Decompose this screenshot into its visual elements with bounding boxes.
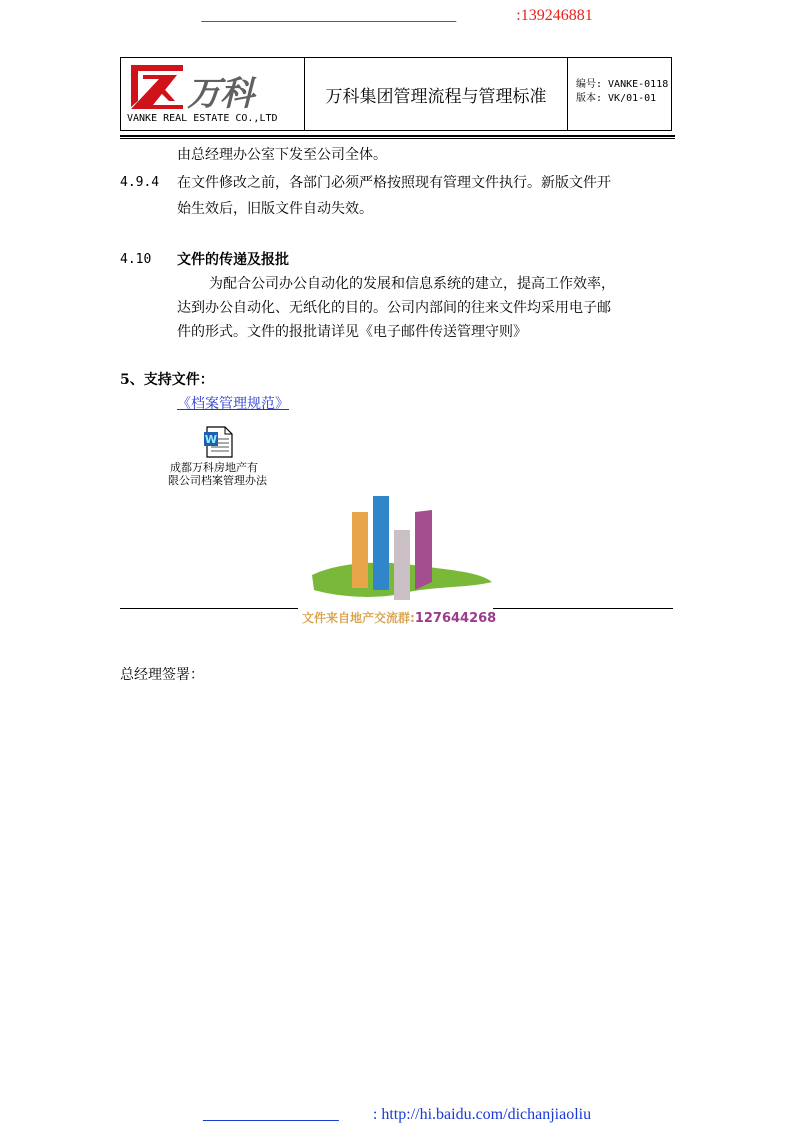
signature-label: 总经理签署： — [120, 667, 204, 683]
banner-blank — [201, 7, 456, 24]
section-4-9-4-line-2: 始生效后，旧版文件自动失效。 — [177, 201, 373, 217]
attachment-caption-1: 成都万科房地产有 — [170, 461, 258, 474]
document-version: 版本: VK/01-01 — [576, 93, 657, 104]
archive-standard-link[interactable]: 《档案管理规范》 — [177, 396, 289, 412]
section-4-10-line-3: 件的形式。文件的报批请详见《电子邮件传送管理守则》 — [177, 324, 527, 340]
attachment-caption-2: 限公司档案管理办法 — [168, 474, 267, 487]
logo-chinese-text: 万科 — [187, 74, 253, 114]
watermark-caption — [302, 609, 496, 626]
code-cell — [568, 58, 671, 130]
document-code: 编号: VANKE-0118 — [576, 79, 669, 90]
document-title: 万科集团管理流程与管理标准 — [325, 86, 547, 107]
buildings-watermark-icon — [300, 490, 500, 610]
section-5-title: 5、支持文件： — [120, 372, 214, 388]
attachment-item[interactable] — [170, 426, 274, 486]
document-header — [120, 57, 672, 131]
continued-line: 由总经理办公室下发至公司全体。 — [177, 147, 387, 163]
header-rule-thick — [120, 135, 675, 137]
logo-english-text: VANKE REAL ESTATE CO.,LTD — [127, 113, 278, 124]
watermark-label: 文件来自地产交流群: — [302, 611, 415, 625]
section-4-9-4-number: 4.9.4 — [120, 175, 160, 190]
divider-right — [493, 608, 673, 609]
logo-cell — [121, 58, 305, 130]
vanke-logo-icon — [129, 61, 185, 111]
divider-left — [120, 608, 298, 609]
section-4-9-4-line-1: 在文件修改之前，各部门必须严格按照现有管理文件执行。新版文件开 — [177, 175, 611, 191]
section-4-10-line-1: 为配合公司办公自动化的发展和信息系统的建立，提高工作效率， — [209, 276, 615, 292]
footer-blank — [203, 1106, 339, 1123]
top-banner — [0, 2, 794, 25]
banner-phone: :139246881 — [516, 7, 593, 24]
section-4-10-line-2: 达到办公自动化、无纸化的目的。公司内部间的往来文件均采用电子邮 — [177, 300, 611, 316]
section-4-10-title: 文件的传递及报批 — [177, 252, 289, 268]
word-document-icon — [203, 426, 235, 458]
header-rule-thin — [120, 138, 675, 139]
footer — [0, 1101, 794, 1124]
watermark-number: 127644268 — [414, 611, 497, 626]
footer-url[interactable]: : http://hi.baidu.com/dichanjiaoliu — [372, 1106, 592, 1123]
title-cell — [305, 58, 568, 130]
section-4-10-number: 4.10 — [120, 252, 152, 267]
svg-text:W: W — [204, 433, 218, 446]
